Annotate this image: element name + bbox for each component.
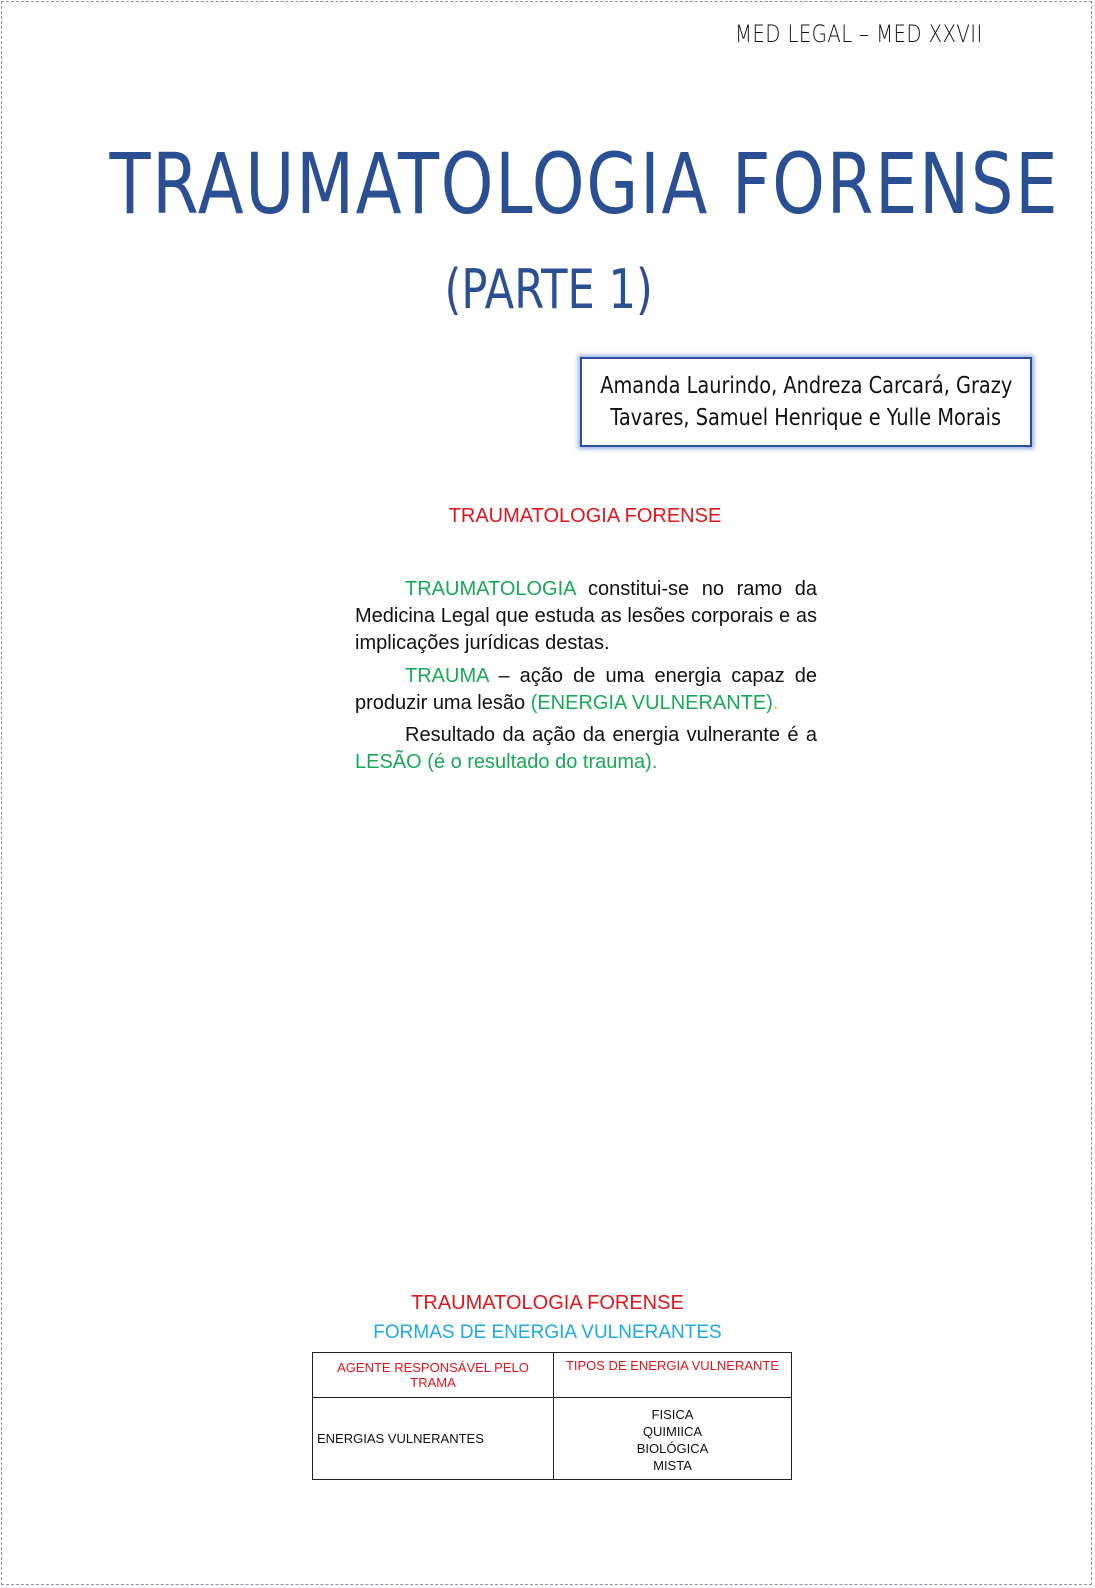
highlight-energia-vulnerante: (ENERGIA VULNERANTE) [530, 692, 773, 714]
energy-type: BIOLÓGICA [636, 1441, 709, 1456]
paragraph-text: constitui-se no ramo da Medicina Legal que estuda as lesões corporais e as implicações jurídicas destas. [355, 578, 817, 654]
paragraph-trauma [355, 663, 817, 717]
slide1-title: TRAUMATOLOGIA FORENSE [448, 505, 722, 527]
table-header-types: TIPOS DE ENERGIA VULNERANTE [554, 1353, 792, 1398]
energy-type: MISTA [653, 1458, 692, 1473]
term-traumatologia: TRAUMATOLOGIA [405, 578, 576, 600]
energy-type: FISICA [651, 1407, 694, 1422]
authors-box [580, 357, 1032, 447]
energy-table [312, 1352, 792, 1480]
table-cell-agent: ENERGIAS VULNERANTES [313, 1398, 554, 1480]
term-trauma: TRAUMA [405, 665, 489, 687]
paragraph-traumatologia [355, 576, 817, 657]
slide2-title: TRAUMATOLOGIA FORENSE [411, 1292, 684, 1314]
authors-line-1: Amanda Laurindo, Andreza Carcará, Grazy [599, 373, 1013, 399]
period-mark: . [772, 692, 779, 714]
paragraph-text: – ação de uma energia capaz de produzir uma lesão [355, 665, 817, 714]
table-header-agent: AGENTE RESPONSÁVEL PELO TRAMA [313, 1353, 554, 1398]
paragraph-resultado [355, 722, 817, 776]
table-row [313, 1398, 792, 1480]
highlight-lesao: LESÃO (é o resultado do trauma). [355, 751, 658, 773]
paragraph-text: Resultado da ação da energia vulnerante é a [405, 724, 817, 746]
slide2-subtitle: FORMAS DE ENERGIA VULNERANTES [373, 1322, 722, 1343]
page-border [1, 1, 1092, 1585]
header-tag: MED LEGAL – MED XXVII [735, 20, 983, 48]
energy-type: QUIMIICA [642, 1424, 703, 1439]
table-header-row [313, 1353, 792, 1398]
document-subtitle: (PARTE 1) [444, 258, 653, 321]
table-cell-types [554, 1398, 792, 1480]
document-title: TRAUMATOLOGIA FORENSE [109, 135, 1060, 233]
authors-line-2: Tavares, Samuel Henrique e Yulle Morais [610, 405, 1002, 431]
